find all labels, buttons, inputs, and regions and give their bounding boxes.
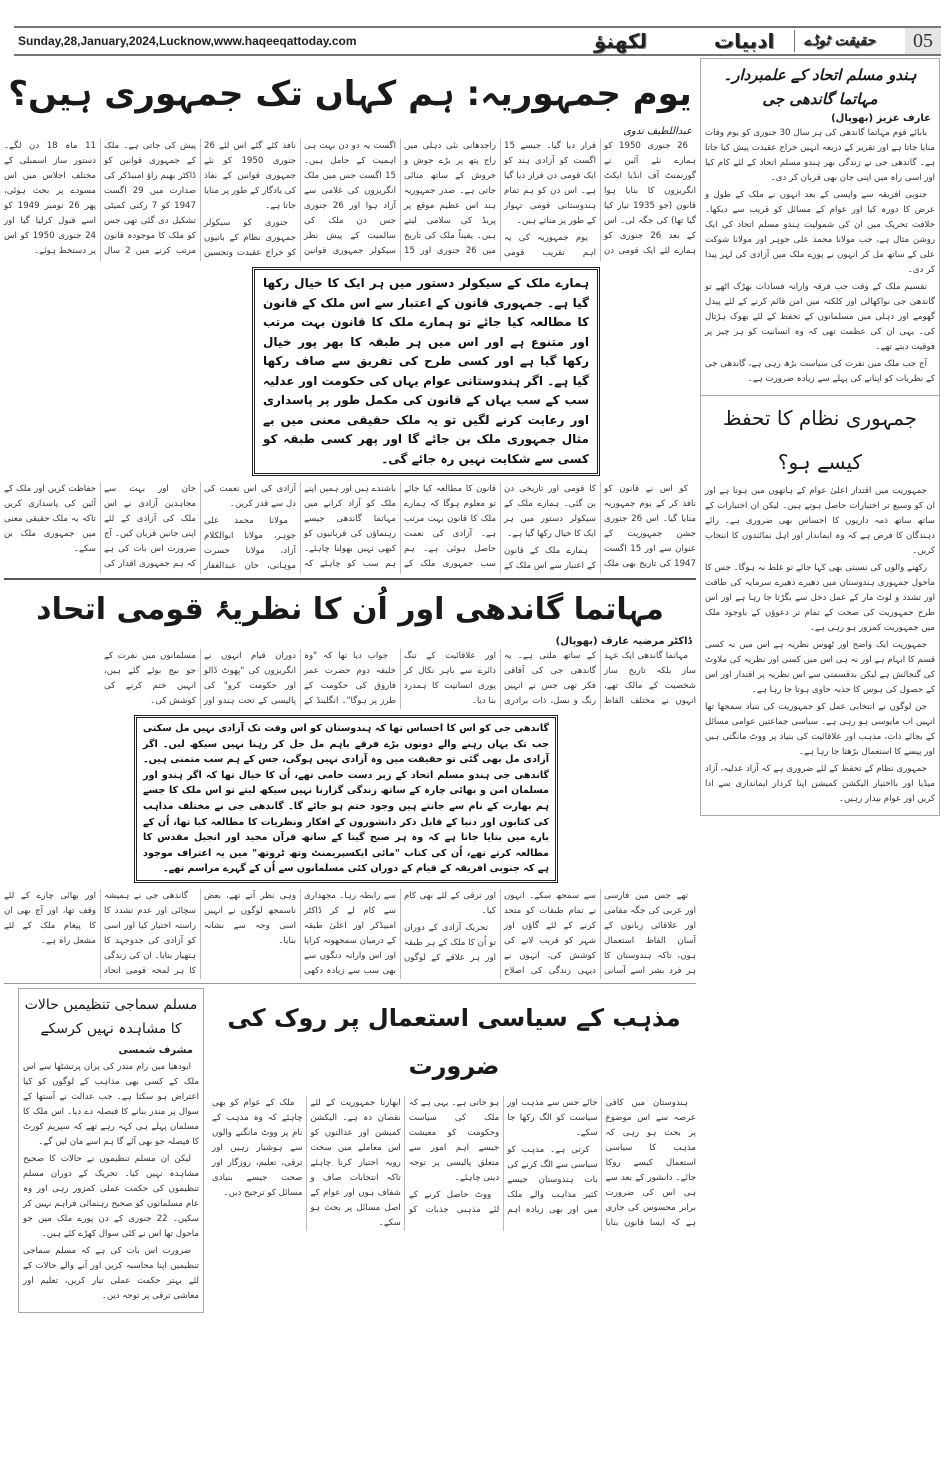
paragraph: یوم جمہوریہ کی یہ اہم تقریب قومی راجدھانی نئی دہلی میں راج پتھ پر بڑے جوش و خروش کے ساتھ منائی جاتی ہے۔ صدر جمہوریہ ہند اس عظیم موقع پر پریڈ کی سلامی لیتے ہیں۔ یقیناً ملک کی تاریخ میں 26 جنوری اور 15 اگست یہ دو دن بہت ہی اہمیت کے حامل ہیں۔ 15 اگست جس میں ملک انگریزوں کی غلامی سے آزاد ہوا اور 26 جنوری جس دن ملک کی سالمیت کے پیش نظر سیکولر جمہوری قوانین نافذ کئے گئے اس لئے 26 جنوری 1950 کو نئے جمہوری قوانین کے نفاذ کی یادگار کے طور پر منایا جاتا ہے۔ <box>204 141 596 258</box>
paragraph: جمہوری نظام کے تحفظ کے لئے ضروری ہے کہ آزاد عدلیہ، آزاد میڈیا اور بااختیار الیکشن کمیشن اپنا کردار ایمانداری سے ادا کریں اور عوام بیدار رہیں۔ <box>705 764 935 804</box>
bottom-section <box>4 988 696 1313</box>
article2-body <box>4 649 696 979</box>
masthead-divider <box>794 30 795 52</box>
paragraph: جن لوگوں نے انتخابی عمل کو جمہوریت کی بنیاد سمجھا تھا انہیں اب مایوسی ہو رہی ہے۔ سیاسی جماعتیں عوامی مسائل کے بجائے ذات، مذہب اور علاقائیت کی بنیاد پر ووٹ مانگتی ہیں اور پیسے کا استعمال بڑھتا جا رہا ہے۔ <box>705 702 935 757</box>
headline-gandhi-unity: مہاتما گاندھی اور اُن کا نظریۂ قومی اتحاد <box>36 592 664 627</box>
paragraph: ضرورت اس بات کی ہے کہ مسلم سماجی تنظیمیں اپنا محاسبہ کریں اور آنے والے حالات کے لئے بہتر حکمت عملی تیار کریں، تعلیم اور معاشی ترقی پر توجہ دیں۔ <box>23 1245 199 1301</box>
paragraph: لیکن ان مسلم تنظیموں نے حالات کا صحیح مشاہدہ نہیں کیا۔ تحریک کے دوران مسلم تنظیموں کی حکمت عملی کمزور رہی اور وہ عام مسلمانوں کو صحیح رہنمائی فراہم نہیں کر سکیں۔ 22 جنوری کے دن پورے ملک میں جو ماحول تھا اس نے کئی سوال کھڑے کئے ہیں۔ <box>23 1153 199 1239</box>
sidebar-article-author: مشرف شمسی <box>118 1044 193 1056</box>
paragraph: گاندھی جی نے ہمیشہ سچائی اور عدم تشدد کا راستہ اختیار کیا اور اسی کو آزادی کی جدوجہد کا ہتھیار بنایا۔ ان کی زندگی کا ہر لمحہ قومی اتحاد اور بھائی چارے کے لئے وقف تھا، اور آج بھی ان کا پیغام ملک کے لئے مشعل راہ ہے۔ <box>4 890 196 976</box>
newspaper-logo: حقیقت ٹوڈے <box>804 33 876 49</box>
section-divider <box>4 983 696 984</box>
paragraph: تحریک آزادی کے دوران تو اُن کا ملک کے ہر طبقہ اور ہر علاقے کے لوگوں سے رابطہ رہا۔ مجھداری سے کام لے کر ڈاکٹر امبیڈکر اور اعلیٰ طبقہ کے درمیان سمجھوتہ کرایا اور اس وارانہ دنگوں سے بھی سب سے زیادہ دکھی وہی نظر آتے تھے، بعض ناسمجھ لوگوں نے انہیں اسی وجہ سے نشانہ بنایا۔ <box>204 890 496 976</box>
paragraph: کو اس نے قانون کو نافذ کر کے یوم جمہوریہ منایا گیا۔ اس 26 جنوری جشن جمہوریت کے عنوان سے اور 15 اگست 1947 کی تاریخ بھی ملک کا قومی اور تاریخی دن بن گئی۔ ہمارے ملک کے سیکولر دستور میں ہر ایک کا خیال رکھا گیا ہے۔ <box>504 484 696 569</box>
right-article-a-body <box>701 126 939 387</box>
article3-body <box>212 1096 696 1231</box>
paragraph: آج جب ملک میں نفرت کی سیاست بڑھ رہی ہے، گاندھی جی کے نظریات کو اپنانے کی پہلے سے زیادہ ضرورت ہے۔ <box>705 359 935 384</box>
paragraph: جنوبی افریقہ سے واپسی کے بعد انہوں نے ملک کے طول و عرض کا دورہ کیا اور عوام کے مسائل کو قریب سے دیکھا۔ خلافت تحریک میں ان کی شمولیت ہندو مسلم اتحاد کی ایک روشن مثال ہے، جب مولانا محمد علی جوہر اور مولانا شوکت علی کے ساتھ مل کر انہوں نے پورے ملک میں آزادی کی لہر پیدا کر دی۔ <box>705 190 935 275</box>
paragraph: تھے جس میں فارسی اور عربی کی جگہ مقامی اور علاقائی زبانوں کے آسان الفاظ استعمال ہوں، تاکہ ہندوستان کا ہر فرد بشر اسے آسانی سے سمجھ سکے۔ انہوں نے تمام طبقات کو متحد کرنے کے لئے گاؤں اور شہر کو قریب لانے کی کوشش کی، انہوں نے دیہی زندگی کی اصلاح اور ترقی کے لئے بھی کام کیا۔ <box>404 890 696 976</box>
right-article-b-headline: جمہوری نظام کا تحفظ کیسے ہو؟ <box>701 395 939 484</box>
right-column <box>700 58 940 816</box>
paragraph: کرتی ہے۔ مذہب کو سیاسی سے الگ کرنے کی بات ہندوستان جیسے کثیر مذاہب والے ملک میں اور بھی زیادہ اہم ہو جاتی ہے۔ یہی ہے کہ ملک کی سیاست وحکومت کو معیشت جیسے اہم امور سے متعلق پالیسی پر توجہ دینی چاہئے۔ <box>408 1097 598 1215</box>
sidebar-article-box <box>18 988 204 1313</box>
article1-pullquote: ہمارے ملک کے سیکولر دستور میں ہر ایک کا خیال رکھا گیا ہے۔ جمہوری قانون کے اعتبار سے اس ملک کے قانون کا مطالعہ کیا جائے تو ہمارے ملک کا قانون بہت مرتب اور متنوع ہے اور اس میں ہر طبقہ کا بھر پور خیال رکھا گیا ہے اور کسی طرح کی تفریق سے صاف رکھا گیا ہے۔ اگر ہندوستانی عوام یہاں کی حکومت اور عدلیہ سب کے سب یہاں کے قانون کی مکمل طور پر پاسداری اور رعایت کرنے لگیں تو یہ ملک حقیقی معنی میں بے مثال جمہوری ملک بن جائے گا اور پھر کسی طبقہ کو کسی سے شکایت نہیں رہ جائے گی۔ <box>252 267 600 476</box>
date-line: Sunday,28,January,2024,Lucknow,www.haqeeqattoday.com <box>18 34 357 48</box>
section-divider <box>4 578 696 580</box>
paragraph: بابائے قوم مہاتما گاندھی کی ہر سال 30 جنوری کو یوم وفات منایا جاتا ہے اور تقریر کے ذریعہ انہیں خراج عقیدت پیش کیا جاتا ہے۔ گاندھی جی نے زندگی بھر ہندو مسلم اتحاد کے لئے کام کیا اور اسی راہ میں اپنی جان بھی قربان کر دی۔ <box>705 128 935 183</box>
article1-author: عبداللطیف ندوی <box>623 126 692 137</box>
masthead <box>14 26 941 56</box>
paragraph: جنوری کو سیکولر جمہوری نظام کے بانیوں کو خراج عقیدت وتحسین پیش کی جاتی ہے۔ ملک کے جمہوری قوانین کو ڈاکٹر بھیم راؤ امبیڈکر کی صدارت میں 29 اگست 1947 کو 7 رکنی کمیٹی تشکیل دی گئی تھی جس کو ملک کا موجودہ قانون مرتب کرنے میں 2 سال 11 ماہ 18 دن لگے۔ دستور ساز اسمبلی کے مختلف اجلاس میں اس مسودے پر بحث ہوئی، پھر 26 نومبر 1949 کو اسے قبول کرلیا گیا اور 24 جنوری 1950 کو اس پر دستخط ہوئے۔ <box>4 141 296 258</box>
headline-republic-day: یوم جمہوریہ: ہم کہاں تک جمہوری ہیں؟ <box>8 74 692 114</box>
paragraph: مہاتما گاندھی ایک عہد ساز بلکہ تاریخ ساز شخصیت کے مالک تھے، انہوں نے مختلف الفاظ کے ساتھ ملتی ہے۔ یہ گاندھی جی کی آفاقی فکر تھی جس نے انہیں رنگ و نسل، ذات برادری اور علاقائیت کے تنگ دائرے سے باہر نکال کر پوری انسانیت کا ہمدرد بنا دیا۔ <box>404 651 696 706</box>
headline-religion-politics: مذہب کے سیاسی استعمال پر روک کی ضرورت <box>227 1003 681 1080</box>
paragraph: ایودھیا میں رام مندر کی پران پرتشٹھا سے اس ملک کے کسی بھی مذاہب کے لوگوں کو کیا اعتراض ہو سکتا ہے۔ جب عدالت نے آستھا کے سوال پر مندر بنانے کا فیصلہ دے دیا۔ اس ملک کا مسلمان پہلے ہی کہہ رہے تھے کہ سپریم کورٹ کا فیصلہ جو بھی آئے گا ہم اسے مان لیں گے۔ <box>23 1061 199 1147</box>
paragraph: جمہوریت ایک واضح اور ٹھوس نظریہ ہے اس میں نہ کسی قسم کا ابہام ہے اور نہ ہی اس میں کسی اور نظریہ کی ملاوٹ کی گنجائش ہے لیکن بدقسمتی سے اس نظریہ پر اقتدار اور اس کے حصول کی ہوس کا جذبہ حاوی ہوتا جا رہا ہے۔ <box>705 640 935 695</box>
sidebar-article-body <box>19 1060 203 1304</box>
paragraph: مولانا محمد علی جوہر، مولانا ابوالکلام آزاد، مولانا حسرت موہانی، خان عبدالغفار خان اور بہت سے مجاہدین آزادی نے اس ملک کی آزادی کے لئے اپنی جانیں قربان کیں۔ آج ضرورت اس بات کی ہے کہ ہم جمہوری اقدار کی حفاظت کریں اور ملک کے آئین کی پاسداری کریں تاکہ یہ ملک حقیقی معنی میں جمہوری ملک بن سکے۔ <box>4 484 296 571</box>
page-number: 05 <box>905 28 941 54</box>
paragraph: جمہوریت میں اقتدار اعلیٰ عوام کے ہاتھوں میں ہوتا ہے اور ان کو وسیع تر اختیارات حاصل ہوتے ہیں۔ لیکن ان اختیارات کے ساتھ ساتھ ذمہ داریوں کا احساس بھی ضروری ہے۔ رائے دہندگان کا فرض ہے کہ وہ ایماندار اور اہل نمائندوں کا انتخاب کریں۔ <box>705 486 935 556</box>
paragraph: ملک کے عوام کو بھی چاہئے کہ وہ مذہب کے نام پر ووٹ مانگنے والوں سے ہوشیار رہیں اور ترقی، تعلیم، روزگار اور صحت جیسے بنیادی مسائل کو ترجیح دیں۔ <box>212 1097 303 1198</box>
paragraph: ہمارے ملک کے قانون کے اعتبار سے اس ملک کے قانون کا مطالعہ کیا جائے تو معلوم ہوگا کہ ہمارے ملک کا قانون بہت مرتب ہے۔ آزادی کی نعمت حاصل ہوئی ہے۔ ہم سب جمہوری ملک کے باشندے ہیں اور ہمیں اپنے ملک کو آزاد کرانے میں مہاتما گاندھی جیسے رہنماؤں کی قربانیوں کو کبھی نہیں بھولنا چاہئے۔ ہم سب کو چاہئے کہ آزادی کی اس نعمت کی دل سے قدر کریں۔ <box>204 484 596 571</box>
paragraph: رکھنے والوں کی نسبتی بھی کہا جائے تو غلط نہ ہوگا۔ جس کا ماحول جمہوری ہندوستان میں دھیرے دھیرے سرمایہ کی طاقت اور تشدد و لوٹ مار کے عمل دخل سے بگڑتا جا رہا ہے اور اس طرح جمہوریت کی صحت کے تمام تر دعوؤں کے باوجود ملک میں جمہوریت کمزور ہو رہی ہے۔ <box>705 563 935 633</box>
article2-author: ڈاکٹر مرضیہ عارف (بھوپال) <box>555 636 692 647</box>
paragraph: تقسیم ملک کے وقت جب فرقہ وارانہ فسادات بھڑک اٹھے تو گاندھی جی نواکھالی اور کلکتہ میں امن قائم کرنے کے لئے پیدل گھومے اور دہلی میں مسلمانوں کے تحفظ کے لئے بھوک ہڑتال کی۔ یہی ان کی عظمت تھی کہ وہ انسانیت کو ہر چیز پر فوقیت دیتے تھے۔ <box>705 282 935 352</box>
sidebar-article-headline: مسلم سماجی تنظیمیں حالات کا مشاہدہ نہیں کرسکے <box>24 996 198 1037</box>
article1-body <box>4 139 696 574</box>
article3 <box>212 988 696 1231</box>
right-article-a-headline: ہندو مسلم اتحاد کے علمبردار۔ مہاتما گاندھی جی <box>723 66 917 108</box>
right-article-b-body <box>701 484 939 807</box>
paragraph: جواب دیا تھا کہ "وہ خلیفہ دوم حضرت عمر فاروق کی حکومت کے طرز پر ہوگا"۔ انگلینڈ کے دوران قیام انہوں نے انگریزوں کی "پھوٹ ڈالو اور حکومت کرو" کی پالیسی کے تحت ہندو اور مسلمانوں میں نفرت کے جو بیج بوئے گئے ہیں، انہیں ختم کرنے کی کوشش کی۔ <box>104 651 396 706</box>
city-name: لکھنؤ <box>594 29 648 53</box>
article2-pullquote: گاندھی جی کو اس کا احساس تھا کہ ہندوستان کو اس وقت تک آزادی نہیں مل سکتی جب تک یہاں رہنے والے دونوں بڑے فرقے باہم مل جل کر رہنا نہیں سیکھ لیں۔ اگر آزادی مل بھی گئی تو حقیقت میں وہ آزادی نہیں ہوگی، جس کے ہم سب متمنی ہیں۔ گاندھی جی ہندو مسلم اتحاد کے زبر دست حامی تھے، اُن کا خیال تھا کہ اگر ہندو اور مسلمان امن و بھائی چارہ کے ساتھ زندگی گزارنا نہیں سیکھ لیتے تو اس ملک کا جسے ہم بھارت کے نام سے جانتے ہیں وجود ختم ہو جائے گا۔ گاندھی جی نے مختلف مذاہب کی کتابوں اور دنیا کے قابل ذکر دانشوروں کے افکار ونظریات کا مطالعہ کیا تھا، اُن کے بارے میں بتایا جاتا ہے کہ وہ ہر صبح گیتا کے ساتھ قرآن مجید اور انجیل مقدس کا مطالعہ کرتے تھے، اُن کی کتاب "مائی ایکسپریمنٹ وتھ ٹروتھ" میں یہ اعتراف موجود ہے کہ جنوبی افریقہ کے قیام کے دوران کئی مسلمانوں سے اُن کے گہرے مراسم تھے۔ <box>134 715 558 883</box>
paragraph: 26 جنوری 1950 کو ہمارے نئے آئین نے گورنمنٹ آف انڈیا ایکٹ انگریزوں کا بنایا ہوا قانون (جو 1935 تیار کیا گیا تھا) کی جگہ لی۔ اس کے بعد 26 جنوری کو ہمارے لئے ایک قومی دن قرار دیا گیا۔ جیسے 15 اگست کو آزادی ہند کو ایک قومی دن قرار دیا گیا ہے۔ اس دن کو ہم تمام ہندوستانی قومی تہوار کے طور پر مناتے ہیں۔ <box>504 141 697 256</box>
right-article-a-author: عارف عزیز (بھوپال) <box>831 113 931 124</box>
paragraph: ہندوستان میں کافی عرصہ سے اس موضوع پر بحث ہو رہی کہ مذہب کا سیاسی استعمال کیسے روکا جائے۔ دانشور کے بعد سے ہی اس کی ضرورت برابر محسوس کی جاری ہے کہ ایسا قانون بنایا جائے جس سے مذہب اور سیاست کو الگ رکھا جا سکے۔ <box>507 1097 696 1228</box>
paragraph: ووٹ حاصل کرنے کے لئے مذہبی جذبات کو ابھارنا جمہوریت کے لئے نقصان دہ ہے۔ الیکشن کمیشن اور عدالتوں کو اس معاملے میں سخت رویہ اختیار کرنا چاہئے تاکہ انتخابات صاف و شفاف ہوں اور عوام کے اصل مسائل پر بحث ہو سکے۔ <box>310 1097 500 1228</box>
main-column <box>4 58 696 1313</box>
section-name: ادبیات <box>714 29 775 53</box>
